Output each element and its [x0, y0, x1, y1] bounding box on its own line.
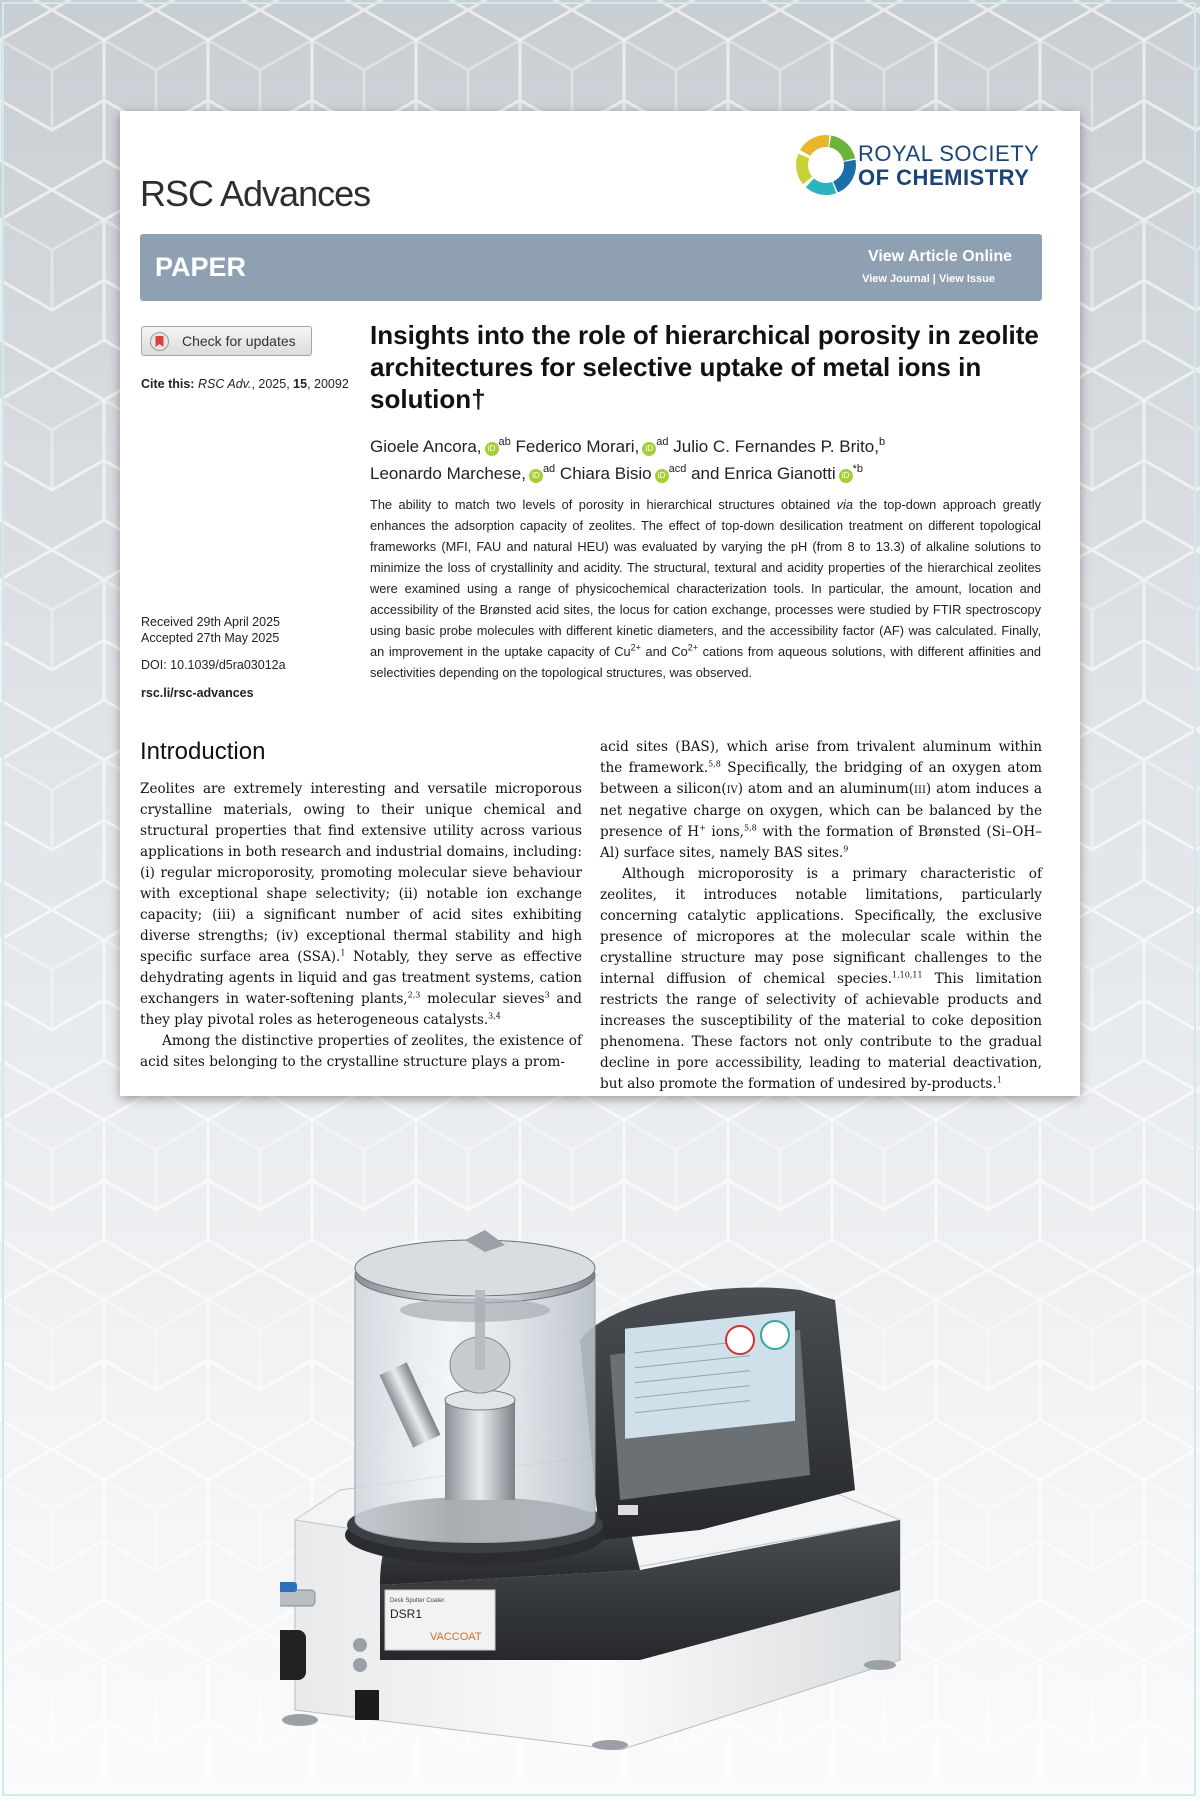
- device-brand-label: VACCOAT: [430, 1631, 482, 1643]
- check-for-updates-button[interactable]: [141, 326, 312, 356]
- received-date: Received 29th April 2025: [141, 615, 280, 629]
- publisher-line1: ROYAL SOCIETY: [858, 141, 1040, 166]
- doi[interactable]: DOI: 10.1039/d5ra03012a: [141, 658, 286, 672]
- device-model-label: DSR1: [390, 1607, 423, 1621]
- device-model-caption: Desk Sputter Coater: [390, 1598, 445, 1604]
- article-title: Insights into the role of hierarchical porosity in zeolite architectures for selective uptake of metal ions in solution†: [370, 320, 1039, 414]
- abstract: The ability to match two levels of porosity in hierarchical structures obtained via the top-down approach greatly enhances the adsorption capacity of zeolites. The effect of top-down desilication treatment on different topological frameworks (MFI, FAU and natural HEU) was evaluated by varying the pH (from 8 to 13.3) of alkaline solutions to minimize the loss of crystallinity and acidity. The structural, textural and acidity properties of the hierarchical zeolites were examined using a range of physicochemical characterization tools. In particular, the amount, location and accessibility of the Brønsted acid sites, the locus for cation exchange, processes were studied by FTIR spectroscopy using basic probe molecules with different kinetic diameters, and the accessibility factor (AF) was calculated. Finally, an improvement in the uptake capacity of $Cu^{2+}$ and $Co^{2+}$ cations from aqueous solutions, with different affinities and selectivities depending on the topological structures, was observed.: [370, 497, 1041, 680]
- journal-site-link[interactable]: rsc.li/rsc-advances: [141, 686, 254, 700]
- check-for-updates-label: Check for updates: [182, 333, 296, 349]
- author-name: Chiara Bisio: [559, 464, 652, 483]
- view-journal-issue-links[interactable]: View Journal | View Issue: [862, 273, 995, 285]
- author-name: Federico Morari,: [515, 437, 640, 456]
- body-column-right: acid sites (BAS), which arise from trivalent aluminum within the framework.$^{5,8}$ Specifically, the bridging of an oxygen atom between a silicon(IV) atom and an aluminum(III) atom induces a net negative charge on oxygen, which can be balanced by the presence of H+ ions,$^{5,8}$ with the formation of Brønsted (Si–OH–Al) surface sites, namely BAS sites.$^9$ Although microporosity is a primary characteristic of zeolites, it introduces notable limitations, particularly concerning catalytic applications. Specifically, the exclusive presence of micropores at the molecular scale within the crystalline structure may pose significant challenges to the internal diffusion of chemical species.$^{1,10,11}$ This limitation restricts the range of selectivity of achievable products and increases the susceptibility of the material to coke deposition phenomena. These factors not only contribute to the gradual decline in pore accessibility, leading to material deactivation, but also promote the formation of undesired by-products.$^1$: [600, 739, 1042, 1092]
- view-article-online-link[interactable]: View Article Online: [867, 248, 1012, 265]
- article-type-banner: [140, 234, 1042, 301]
- sputter-coater-device-image: [280, 1190, 940, 1750]
- introduction-heading: Introduction: [140, 738, 266, 765]
- bookmark-icon: [150, 332, 169, 351]
- body-column-left: Zeolites are extremely interesting and versatile microporous crystalline materials, owing to their unique chemical and structural properties that find extensive utility across various applications in both research and industrial domains, including: (i) regular microporosity, promoting molecular sieve behaviour with exceptional shape selectivity; (ii) notable ion exchange capacity; (iii) a significant number of acid sites exhibiting diverse strengths; (iv) exceptional thermal stability and high specific surface area (SSA).$^1$ Notably, they serve as effective dehydrating agents in liquid and gas treatment systems, cation exchangers in water-softening plants,$^{2,3}$ molecular sieves$^3$ and they play pivotal roles as heterogeneous catalysts.$^{3,4}$ Among the distinctive properties of zeolites, the existence of acid sites belonging to the crystalline structure plays a prom-: [140, 781, 582, 1070]
- orcid-icon: iD: [839, 469, 853, 483]
- accepted-date: Accepted 27th May 2025: [141, 631, 280, 645]
- cite-this: Cite this: RSC Adv., 2025, 15, 20092: [141, 377, 349, 391]
- publisher-line2: OF CHEMISTRY: [858, 165, 1030, 190]
- orcid-icon: iD: [485, 442, 499, 456]
- orcid-icon: iD: [642, 442, 656, 456]
- author-list: Gioele Ancora, iD$^{ab}$ Federico Morari, iD$^{ad}$ Julio C. Fernandes P. Brito,$^b$ Leonardo Marchese, iD$^{ad}$ Chiara Bisio iD$^{acd}$ and Enrica Gianotti iD$^{*b}$: [370, 436, 886, 483]
- author-name: Leonardo Marchese,: [370, 464, 526, 483]
- author-name: Julio C. Fernandes P. Brito,: [673, 437, 879, 456]
- author-name: Gioele Ancora,: [370, 437, 482, 456]
- article-type-label: PAPER: [155, 252, 247, 282]
- orcid-icon: iD: [655, 469, 669, 483]
- orcid-icon: iD: [529, 469, 543, 483]
- journal-name: RSC Advances: [140, 173, 371, 214]
- paper-page: [120, 111, 1080, 1096]
- author-name: and Enrica Gianotti: [691, 464, 836, 483]
